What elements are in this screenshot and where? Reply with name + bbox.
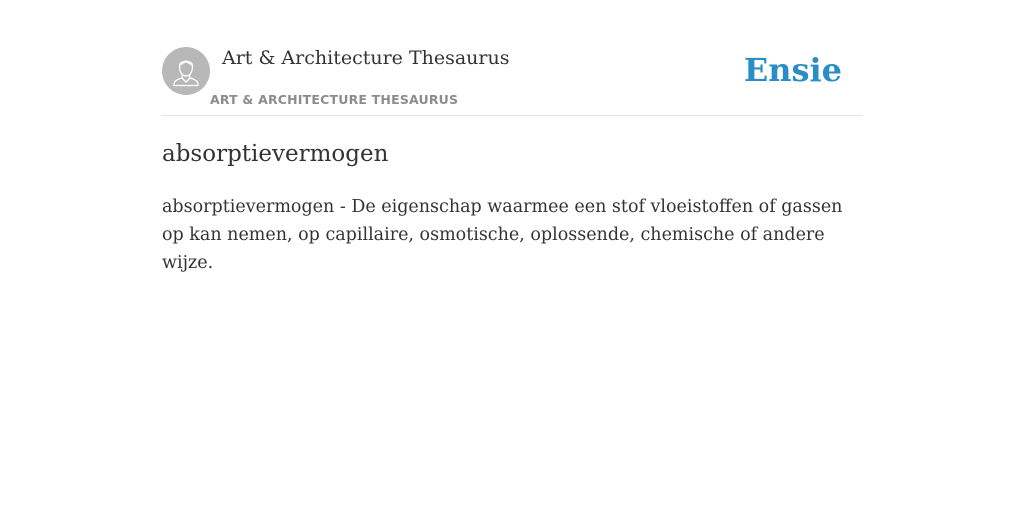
- source-subtitle: ART & ARCHITECTURE THESAURUS: [210, 92, 459, 107]
- entry-term: absorptievermogen: [162, 141, 389, 167]
- entry-definition: absorptievermogen - De eigenschap waarmee een stof vloeistoffen of gassen op kan nemen, op capillaire, osmotische, oplossende, chemische of andere wijze.: [162, 197, 843, 273]
- avatar[interactable]: [162, 47, 210, 95]
- user-silhouette-icon: [162, 47, 210, 95]
- page-container: [162, 0, 862, 273]
- header: [162, 0, 862, 116]
- ensie-logo[interactable]: Ensie: [743, 51, 842, 89]
- source-title-link[interactable]: Art & Architecture Thesaurus: [222, 47, 510, 69]
